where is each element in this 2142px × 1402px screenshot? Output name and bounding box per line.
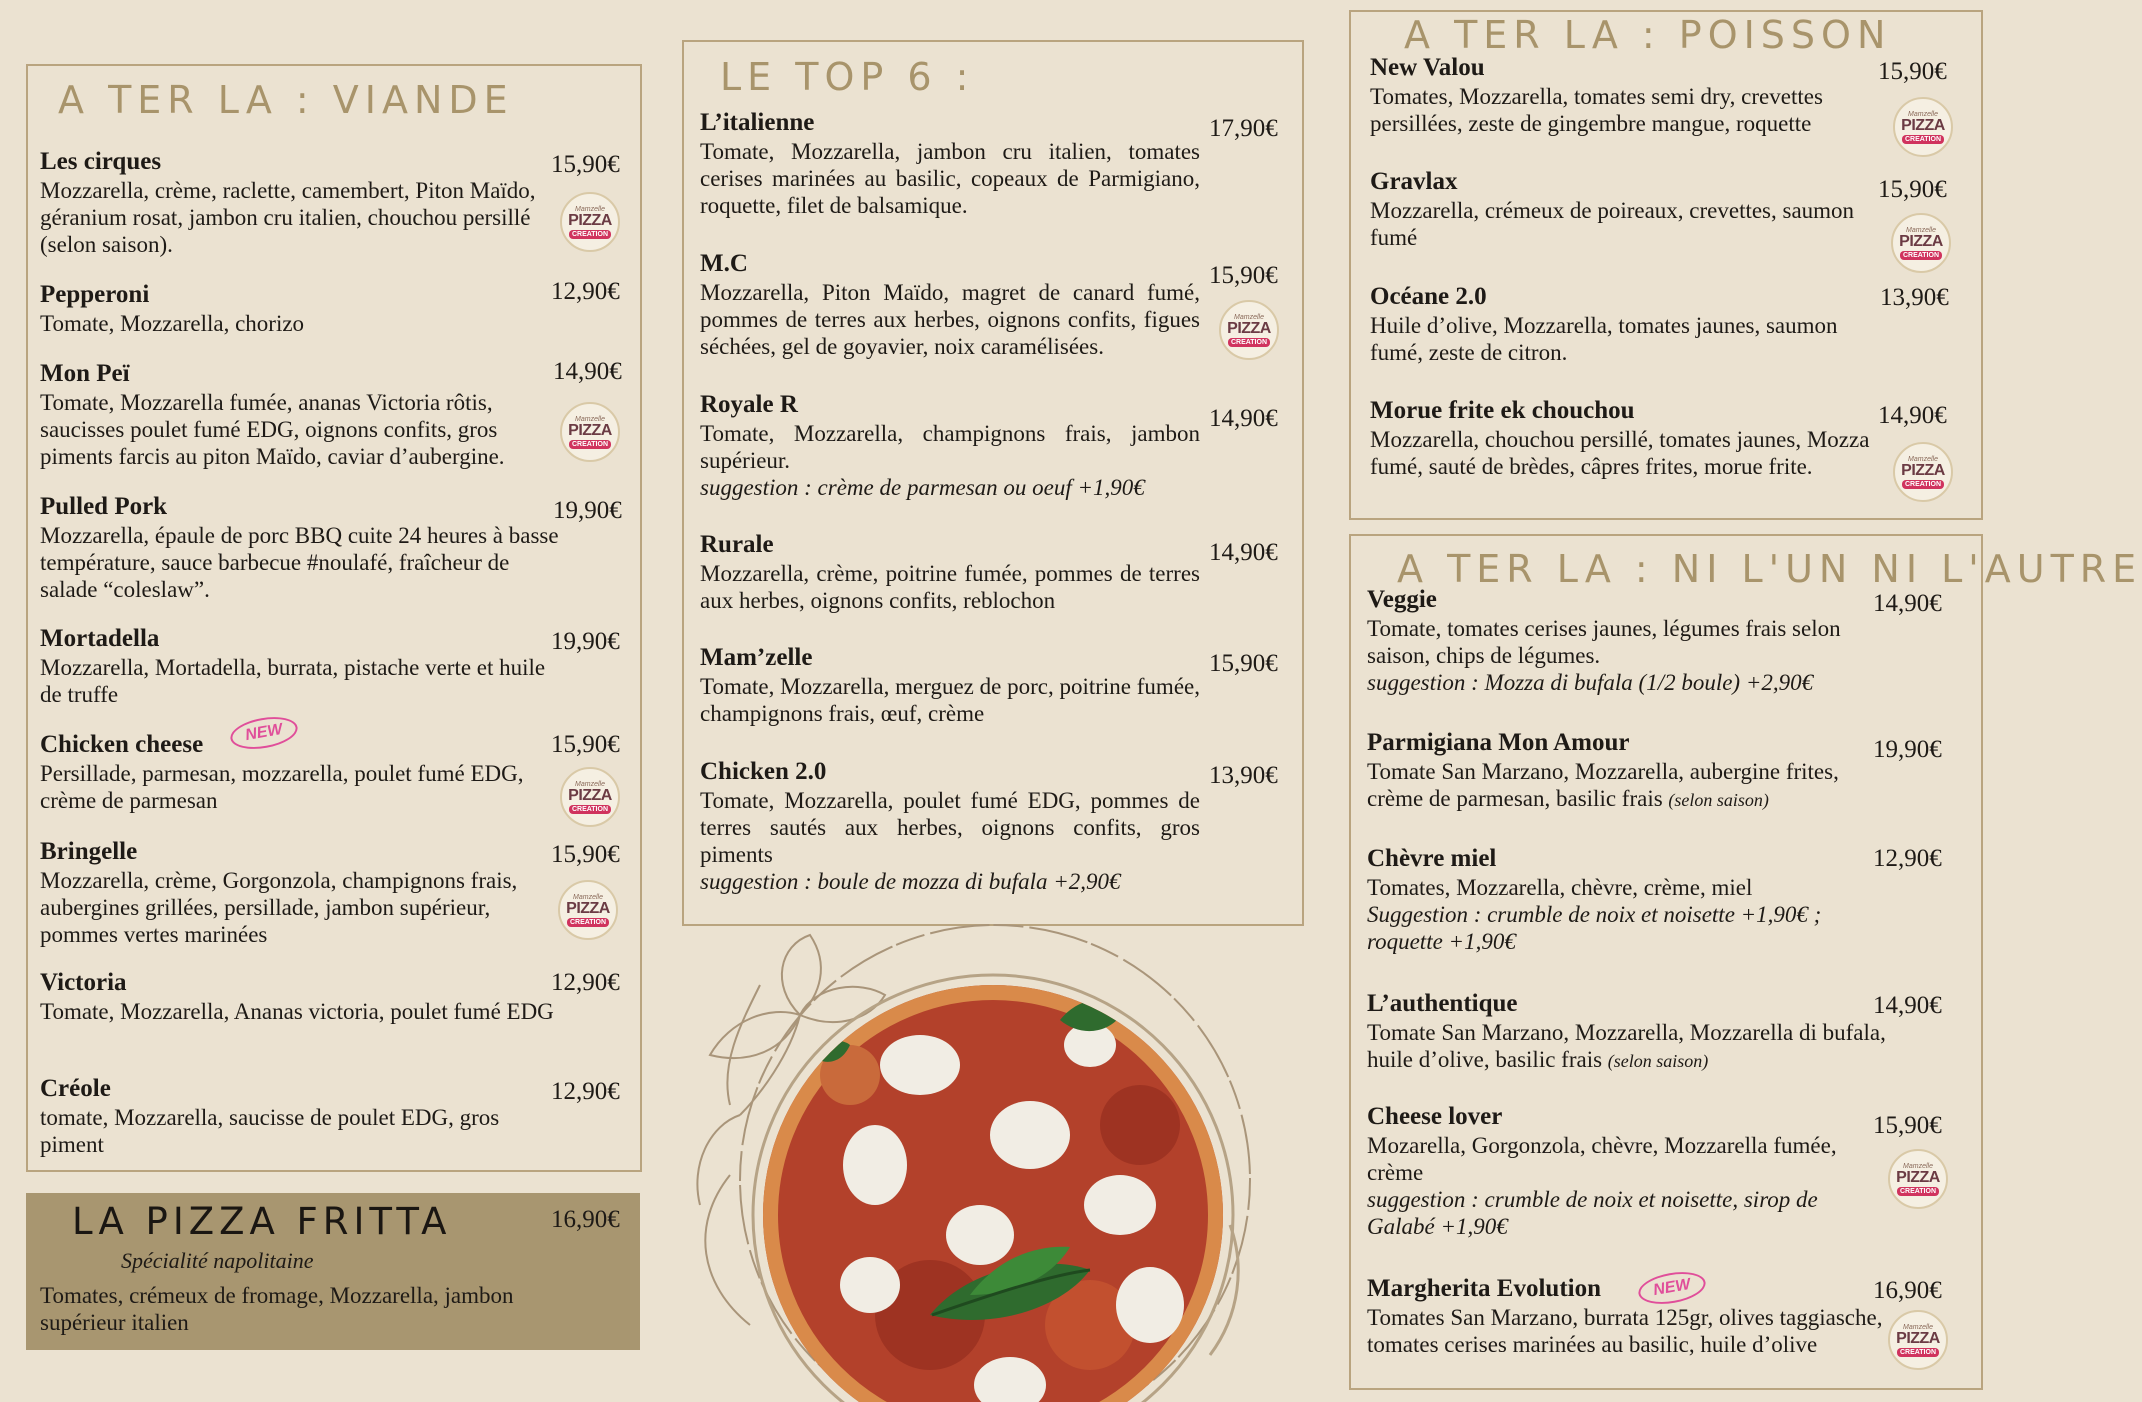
menu-item-new-valou xyxy=(1370,54,1890,137)
item-price: 15,90€ xyxy=(1209,650,1278,677)
item-desc: Tomate, Mozzarella, champignons frais, jambon supérieur. xyxy=(700,421,1200,473)
item-suggestion: suggestion : crème de parmesan ou oeuf +1,90€ xyxy=(700,475,1145,500)
item-desc: Tomate, Mozzarella, Ananas victoria, poulet fumé EDG xyxy=(40,999,554,1024)
menu-item-royale-r xyxy=(700,391,1200,501)
menu-item-parmigiana xyxy=(1367,729,1887,814)
menu-item-chevre-miel xyxy=(1367,845,1887,955)
menu-item-cheese-lover xyxy=(1367,1103,1887,1240)
item-name: Gravlax xyxy=(1370,168,1458,195)
top6-title: LE TOP 6 : xyxy=(720,55,975,99)
item-price: 15,90€ xyxy=(551,841,620,868)
item-price: 13,90€ xyxy=(1209,762,1278,789)
menu-item-pulled-pork xyxy=(40,493,560,603)
item-name: L’authentique xyxy=(1367,990,1518,1017)
item-name: Parmigiana Mon Amour xyxy=(1367,729,1630,756)
item-desc: Mozzarella, crème, Gorgonzola, champignons frais, aubergines grillées, persillade, jambon supérieur, pommes vertes marinées xyxy=(40,868,518,947)
new-badge: NEW xyxy=(228,712,300,753)
new-badge: NEW xyxy=(1636,1267,1708,1308)
item-name: Rurale xyxy=(700,531,774,558)
item-price: 14,90€ xyxy=(1878,402,1947,429)
poisson-title: A TER LA : POISSON xyxy=(1404,13,1892,57)
item-name: Bringelle xyxy=(40,838,138,865)
item-price: 14,90€ xyxy=(1209,405,1278,432)
menu-item-les-cirques xyxy=(40,148,560,258)
pizza-creation-logo: Mamzelle PIZZA CREATION xyxy=(1891,213,1951,273)
pizza-creation-logo: Mamzelle PIZZA CREATION xyxy=(560,767,620,827)
autre-title: A TER LA : NI L'UN NI L'AUTRE xyxy=(1397,547,2142,591)
item-desc: Mozzarella, crémeux de poireaux, crevettes, saumon fumé xyxy=(1370,198,1855,250)
item-name: Victoria xyxy=(40,969,127,996)
item-desc: tomate, Mozzarella, saucisse de poulet EDG, gros piment xyxy=(40,1105,500,1157)
item-price: 12,90€ xyxy=(551,1078,620,1105)
menu-item-mc xyxy=(700,250,1200,360)
item-price: 15,90€ xyxy=(551,151,620,178)
menu-item-chicken-cheese xyxy=(40,731,560,814)
item-name: Chèvre miel xyxy=(1367,845,1497,872)
pizza-creation-logo: Mamzelle PIZZA CREATION xyxy=(560,192,620,252)
item-price: 14,90€ xyxy=(553,358,622,385)
menu-item-mon-pei xyxy=(40,360,560,470)
item-price: 19,90€ xyxy=(553,497,622,524)
pizza-creation-logo: Mamzelle PIZZA CREATION xyxy=(1219,300,1279,360)
pizza-creation-logo: Mamzelle PIZZA CREATION xyxy=(1893,97,1953,157)
menu-item-mortadella xyxy=(40,625,560,708)
item-name: Pulled Pork xyxy=(40,493,168,520)
menu-item-morue-frite xyxy=(1370,397,1890,480)
item-price: 15,90€ xyxy=(1873,1112,1942,1139)
item-desc: Mozzarella, Piton Maïdo, magret de canard fumé, pommes de terres aux herbes, oignons confits, figues séchées, gel de goyavier, noix caramélisées. xyxy=(700,280,1200,359)
fritta-desc: Tomates, crémeux de fromage, Mozzarella, jambon supérieur italien xyxy=(40,1283,514,1335)
item-desc: Tomate, Mozzarella, chorizo xyxy=(40,311,305,336)
item-desc: Tomate San Marzano, Mozzarella, Mozzarella di bufala, huile d’olive, basilic frais (selon saison) xyxy=(1367,1020,1886,1072)
menu-item-chicken-2 xyxy=(700,758,1200,895)
item-name: Mortadella xyxy=(40,625,160,652)
item-suggestion: suggestion : Mozza di bufala (1/2 boule) +2,90€ xyxy=(1367,670,1814,695)
item-desc: Tomate, Mozzarella, merguez de porc, poitrine fumée, champignons frais, œuf, crème xyxy=(700,674,1200,726)
item-desc: Tomate, Mozzarella, poulet fumé EDG, pommes de terres sautés aux herbes, oignons confits, gros piments xyxy=(700,788,1200,867)
pizza-creation-logo: Mamzelle PIZZA CREATION xyxy=(1888,1310,1948,1370)
item-price: 15,90€ xyxy=(1209,262,1278,289)
item-name: Morue frite ek chouchou xyxy=(1370,397,1635,424)
item-price: 12,90€ xyxy=(551,969,620,996)
season-note: (selon saison) xyxy=(1607,1051,1709,1071)
menu-item-victoria xyxy=(40,969,560,1025)
season-note: (selon saison) xyxy=(1668,790,1769,810)
pizza-creation-logo: Mamzelle PIZZA CREATION xyxy=(560,402,620,462)
fritta-price: 16,90€ xyxy=(551,1206,620,1233)
item-desc: Tomates, Mozzarella, chèvre, crème, miel xyxy=(1367,875,1753,900)
item-desc: Tomate, tomates cerises jaunes, légumes frais selon saison, chips de légumes. xyxy=(1367,616,1841,668)
item-name: New Valou xyxy=(1370,54,1485,81)
item-price: 13,90€ xyxy=(1880,284,1949,311)
item-price: 14,90€ xyxy=(1209,539,1278,566)
item-desc: Tomates, Mozzarella, tomates semi dry, crevettes persillées, zeste de gingembre mangue, roquette xyxy=(1370,84,1823,136)
item-desc: Mozzarella, crème, poitrine fumée, pommes de terres aux herbes, oignons confits, reblochon xyxy=(700,561,1200,613)
item-price: 15,90€ xyxy=(1878,176,1947,203)
item-suggestion: suggestion : crumble de noix et noisette, sirop de Galabé +1,90€ xyxy=(1367,1187,1818,1239)
item-price: 17,90€ xyxy=(1209,115,1278,142)
menu-item-authentique xyxy=(1367,990,1887,1075)
item-suggestion: Suggestion : crumble de noix et noisette +1,90€ ; roquette +1,90€ xyxy=(1367,902,1822,954)
item-name: Océane 2.0 xyxy=(1370,283,1487,310)
item-desc: Huile d’olive, Mozzarella, tomates jaunes, saumon fumé, zeste de citron. xyxy=(1370,313,1838,365)
item-desc: Mozarella, Gorgonzola, chèvre, Mozzarella fumée, crème xyxy=(1367,1133,1837,1185)
item-price: 15,90€ xyxy=(551,731,620,758)
menu-item-litalienne xyxy=(700,109,1200,219)
item-price: 12,90€ xyxy=(551,278,620,305)
item-desc: Mozzarella, épaule de porc BBQ cuite 24 heures à basse température, sauce barbecue #noulafé, fraîcheur de salade “coleslaw”. xyxy=(40,523,559,602)
menu-item-gravlax xyxy=(1370,168,1890,251)
item-price: 19,90€ xyxy=(551,628,620,655)
menu-item-veggie xyxy=(1367,586,1887,696)
menu-item-creole xyxy=(40,1075,560,1158)
menu-item-pepperoni xyxy=(40,281,560,337)
item-name: L’italienne xyxy=(700,109,815,136)
item-price: 14,90€ xyxy=(1873,590,1942,617)
item-desc: Tomates San Marzano, burrata 125gr, olives taggiasche, tomates cerises marinées au basilic, huile d’olive xyxy=(1367,1305,1883,1357)
item-name: Veggie xyxy=(1367,586,1437,613)
item-desc: Tomate, Mozzarella, jambon cru italien, tomates cerises marinées au basilic, copeaux de Parmigiano, roquette, filet de balsamique. xyxy=(700,139,1200,218)
fritta-title: LA PIZZA FRITTA xyxy=(72,1200,452,1243)
menu-item-bringelle xyxy=(40,838,560,948)
pizza-creation-logo: Mamzelle PIZZA CREATION xyxy=(1888,1149,1948,1209)
item-price: 19,90€ xyxy=(1873,736,1942,763)
menu-item-margherita-evolution xyxy=(1367,1275,1887,1358)
item-name: M.C xyxy=(700,250,748,277)
pizza-creation-logo: Mamzelle PIZZA CREATION xyxy=(1893,442,1953,502)
item-name: Mon Peï xyxy=(40,360,130,387)
viande-title: A TER LA : VIANDE xyxy=(58,78,514,122)
item-desc: Persillade, parmesan, mozzarella, poulet fumé EDG, crème de parmesan xyxy=(40,761,524,813)
item-name: Chicken cheese xyxy=(40,731,204,758)
menu-item-rurale xyxy=(700,531,1200,614)
item-price: 14,90€ xyxy=(1873,992,1942,1019)
pizza-photo xyxy=(670,925,1320,1402)
item-name: Pepperoni xyxy=(40,281,150,308)
item-desc: Mozzarella, chouchou persillé, tomates jaunes, Mozza fumé, sauté de brèdes, câpres frites, morue frite. xyxy=(1370,427,1870,479)
item-desc: Mozzarella, crème, raclette, camembert, Piton Maïdo, géranium rosat, jambon cru italien, chouchou persillé (selon saison). xyxy=(40,178,536,257)
item-name: Mam’zelle xyxy=(700,644,813,671)
item-price: 12,90€ xyxy=(1873,845,1942,872)
item-price: 15,90€ xyxy=(1878,58,1947,85)
item-name: Cheese lover xyxy=(1367,1103,1503,1130)
item-desc: Tomate San Marzano, Mozzarella, aubergine frites, crème de parmesan, basilic frais (selon saison) xyxy=(1367,759,1839,811)
item-name: Les cirques xyxy=(40,148,162,175)
fritta-subtitle: Spécialité napolitaine xyxy=(121,1248,314,1273)
item-desc: Mozzarella, Mortadella, burrata, pistache verte et huile de truffe xyxy=(40,655,546,707)
item-name: Créole xyxy=(40,1075,111,1102)
item-price: 16,90€ xyxy=(1873,1277,1942,1304)
pizza-creation-logo: Mamzelle PIZZA CREATION xyxy=(558,880,618,940)
menu-item-mamzelle xyxy=(700,644,1200,727)
item-name: Chicken 2.0 xyxy=(700,758,827,785)
menu-item-oceane xyxy=(1370,283,1890,366)
item-desc: Tomate, Mozzarella fumée, ananas Victoria rôtis, saucisses poulet fumé EDG, oignons confits, gros piments farcis au piton Maïdo, caviar d’aubergine. xyxy=(40,390,505,469)
item-name: Margherita Evolution xyxy=(1367,1275,1602,1302)
item-suggestion: suggestion : boule de mozza di bufala +2,90€ xyxy=(700,869,1121,894)
item-name: Royale R xyxy=(700,391,798,418)
